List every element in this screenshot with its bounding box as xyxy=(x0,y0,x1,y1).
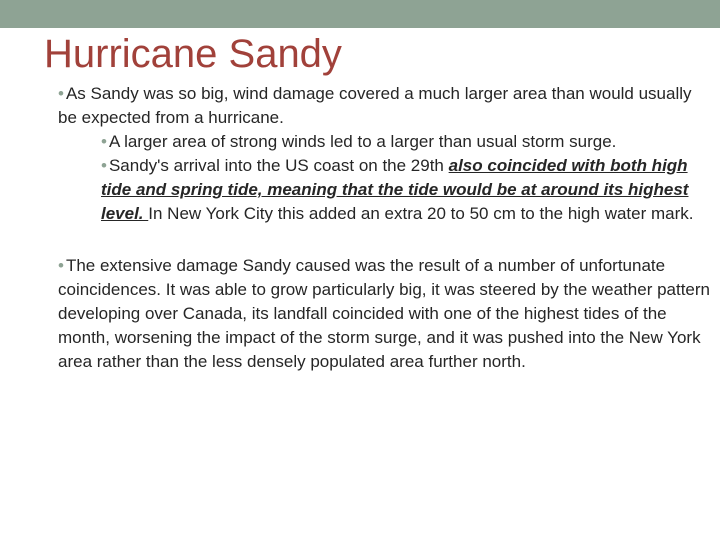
bullet-paragraph xyxy=(52,254,712,374)
emphasized-text: also coincided with both high tide and spring tide, meaning that the tide would be at around its highest level. xyxy=(101,156,689,223)
paragraph-text: A larger area of strong winds led to a larger than usual storm surge. xyxy=(108,132,617,151)
sub-bullet-paragraph xyxy=(52,130,712,154)
header-bar xyxy=(0,0,720,28)
bullet-paragraph xyxy=(52,82,712,130)
bullet-icon: • xyxy=(101,156,107,175)
sub-bullet-paragraph xyxy=(52,154,712,226)
paragraph-text: Sandy's arrival into the US coast on the 29th xyxy=(108,156,449,175)
paragraph-text: In New York City this added an extra 20 to 50 cm to the high water mark. xyxy=(148,204,694,223)
paragraph-text: As Sandy was so big, wind damage covered a much larger area than would usually be expected from a hurricane. xyxy=(58,84,692,127)
paragraph-text: The extensive damage Sandy caused was the result of a number of unfortunate coincidences. It was able to grow particularly big, it was steered by the weather pattern developing over Canada, its landfall coincided with one of the highest tides of the month, worsening the impact of the storm surge, and it was pushed into the New York area rather than the less densely populated area further north. xyxy=(58,256,711,371)
slide-title: Hurricane Sandy xyxy=(44,32,342,76)
bullet-icon: • xyxy=(58,256,64,275)
bullet-icon: • xyxy=(58,84,64,103)
bullet-icon: • xyxy=(101,132,107,151)
slide-body xyxy=(52,82,712,374)
